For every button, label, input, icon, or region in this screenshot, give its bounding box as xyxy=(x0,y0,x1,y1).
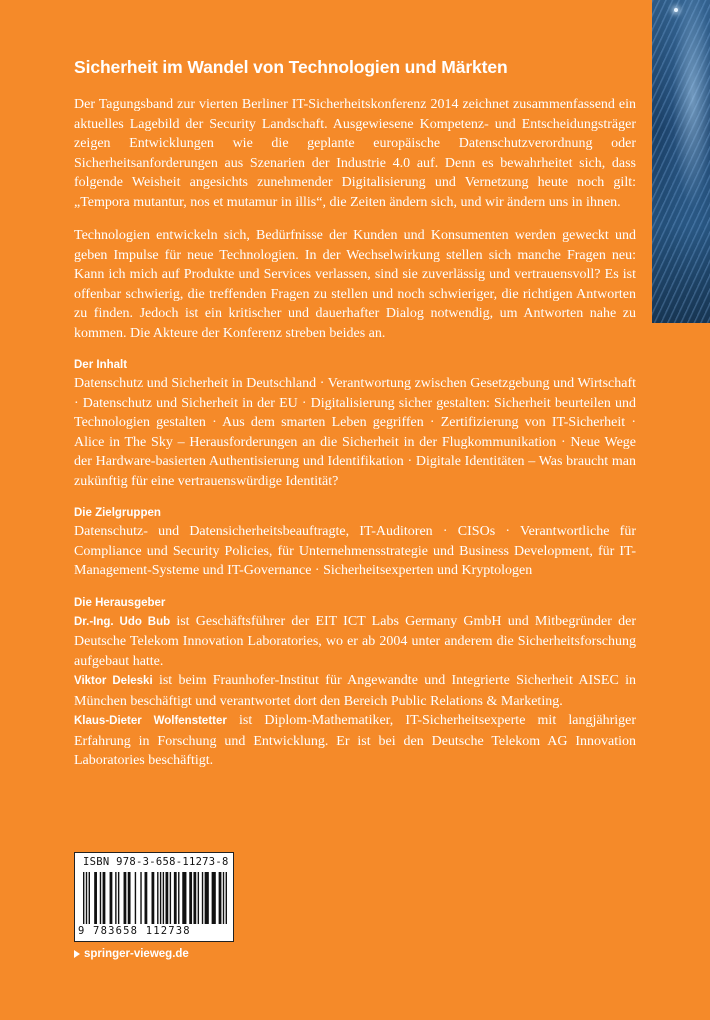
isbn-label: ISBN 978-3-658-11273-8 xyxy=(83,856,229,868)
cover-photo-strip xyxy=(652,0,710,323)
barcode-bar xyxy=(160,872,161,924)
publisher-website[interactable] xyxy=(74,948,189,960)
barcode-bar xyxy=(189,872,192,924)
editor-entry xyxy=(74,671,636,711)
light-glint xyxy=(674,8,678,12)
barcode-bar xyxy=(145,872,148,924)
barcode-bar xyxy=(170,872,171,924)
page-title: Sicherheit im Wandel von Technologien und Märkten xyxy=(74,57,508,77)
zielgruppen-heading: Die Zielgruppen xyxy=(74,507,161,519)
website-label: springer-vieweg.de xyxy=(84,948,189,960)
barcode-bar xyxy=(219,872,222,924)
barcode-bar xyxy=(163,872,164,924)
barcode-bar xyxy=(157,872,158,924)
barcode-bar xyxy=(178,872,179,924)
editor-name: Viktor Deleski xyxy=(74,675,153,687)
inhalt-heading: Der Inhalt xyxy=(74,359,128,371)
editor-entry xyxy=(74,612,636,672)
barcode-bars xyxy=(83,872,227,924)
zielgruppen-body: Datenschutz- und Datensicherheitsbeauftragte, IT-Auditoren · CISOs · Verantwortliche für Compliance und Security Policies, für Unternehmensstrategie und Business Development, für IT-Management-Systeme und IT-Governance · Sicherheitsexperten und Kryptologen xyxy=(74,524,636,578)
barcode-bar xyxy=(135,872,136,924)
barcode-bar xyxy=(89,872,90,924)
barcode-bar xyxy=(115,872,116,924)
back-cover-text xyxy=(74,95,636,771)
intro-paragraph-1: Der Tagungsband zur vierten Berliner IT-Sicherheitskonferenz 2014 zeichnet zusammenfassend ein aktuelles Lagebild der Security Landschaft. Ausgewiesene Kompetenz- und Entscheidungsträger zeigen Entwicklungen wie die geplante europäische Datenschutzverordnung oder Sicherheitsanforderungen aus Szenarien der Industrie 4.0 auf. Denn es bewahrheitet sich, dass folgende Weisheit angesichts zunehmender Digitalisierung und Vernetzung heute noch gilt: „Tempora mutantur, nos et mutamur in illis“, die Zeiten ändern sich, und wir ändern uns in ihnen. xyxy=(74,97,636,210)
editor-bio: ist beim Fraunhofer-Institut für Angewandte und Integrierte Sicherheit AISEC in München beschäftigt und verantwortet dort den Bereich Public Relations & Marketing. xyxy=(74,673,636,709)
barcode-bar xyxy=(94,872,97,924)
intro-paragraph-2: Technologien entwickeln sich, Bedürfnisse der Kunden und Konsumenten werden geweckt und geben Impulse für neue Technologien. In der Wechselwirkung stellen sich manche Fragen neu: Kann ich mich auf Produkte und Services verlassen, sind sie zuverlässig und vertrauensvoll? Es ist offenbar schwierig, die treffenden Fragen zu stellen und noch schwieriger, die richtigen Antworten zu finden. Jedoch ist ein kritischer und dauerhafter Dialog notwendig, um Antworten nahe zu kommen. Die Akteure der Konferenz streben beides an. xyxy=(74,228,636,341)
barcode-bar xyxy=(110,872,113,924)
editor-entry xyxy=(74,711,636,771)
barcode-bar xyxy=(165,872,168,924)
barcode-bar xyxy=(223,872,224,924)
barcode-digits: 9 783658 112738 xyxy=(78,925,191,937)
barcode-bar xyxy=(124,872,127,924)
barcode-bar xyxy=(193,872,196,924)
barcode-bar xyxy=(100,872,101,924)
triangle-right-icon xyxy=(74,950,80,958)
barcode-bar xyxy=(202,872,203,924)
editor-bio: ist Diplom-Mathematiker, IT-Sicherheitsexperte mit langjähriger Erfahrung in Forschung und Entwicklung. Er ist bei den Deutsche Telekom AG Innovation Laboratories beschäftigt. xyxy=(74,713,636,768)
barcode-bar xyxy=(86,872,87,924)
editor-name: Dr.-Ing. Udo Bub xyxy=(74,615,171,628)
barcode-bar xyxy=(226,872,227,924)
herausgeber-heading: Die Herausgeber xyxy=(74,596,166,609)
barcode-bar xyxy=(118,872,119,924)
barcode-bar xyxy=(83,872,84,924)
barcode-bar xyxy=(152,872,155,924)
barcode-bar xyxy=(128,872,131,924)
barcode-bar xyxy=(174,872,177,924)
barcode-bar xyxy=(103,872,106,924)
inhalt-body: Datenschutz und Sicherheit in Deutschland · Verantwortung zwischen Gesetzgebung und Wirtschaft · Datenschutz und Sicherheit in der EU · Digitalisierung sicher gestalten: Sicherheit beurteilen und Technologien gestalten · Aus dem smarten Leben gegriffen · Zertifizierung von IT-Sicherheit · Alice in The Sky – Herausforderungen an die Sicherheit in der Flugkommunikation · Neue Wege der Hardware-basierten Authentisierung und Identifikation · Digitale Identitäten – Was braucht man zukünftig für eine vertrauenswürdige Identität? xyxy=(74,376,636,489)
barcode-bar xyxy=(140,872,141,924)
isbn-barcode xyxy=(74,852,234,942)
barcode-bar xyxy=(205,872,209,924)
barcode-bar xyxy=(182,872,186,924)
editor-bio: ist Geschäftsführer der EIT ICT Labs Germany GmbH und Mitbegründer der Deutsche Telekom Innovation Laboratories, wo er ab 2004 unter anderem die Sicherheitsforschung aufgebaut hatte. xyxy=(74,613,636,669)
editors-list xyxy=(74,612,636,771)
editor-name: Klaus-Dieter Wolfenstetter xyxy=(74,715,227,727)
barcode-bar xyxy=(198,872,199,924)
barcode-bar xyxy=(212,872,216,924)
